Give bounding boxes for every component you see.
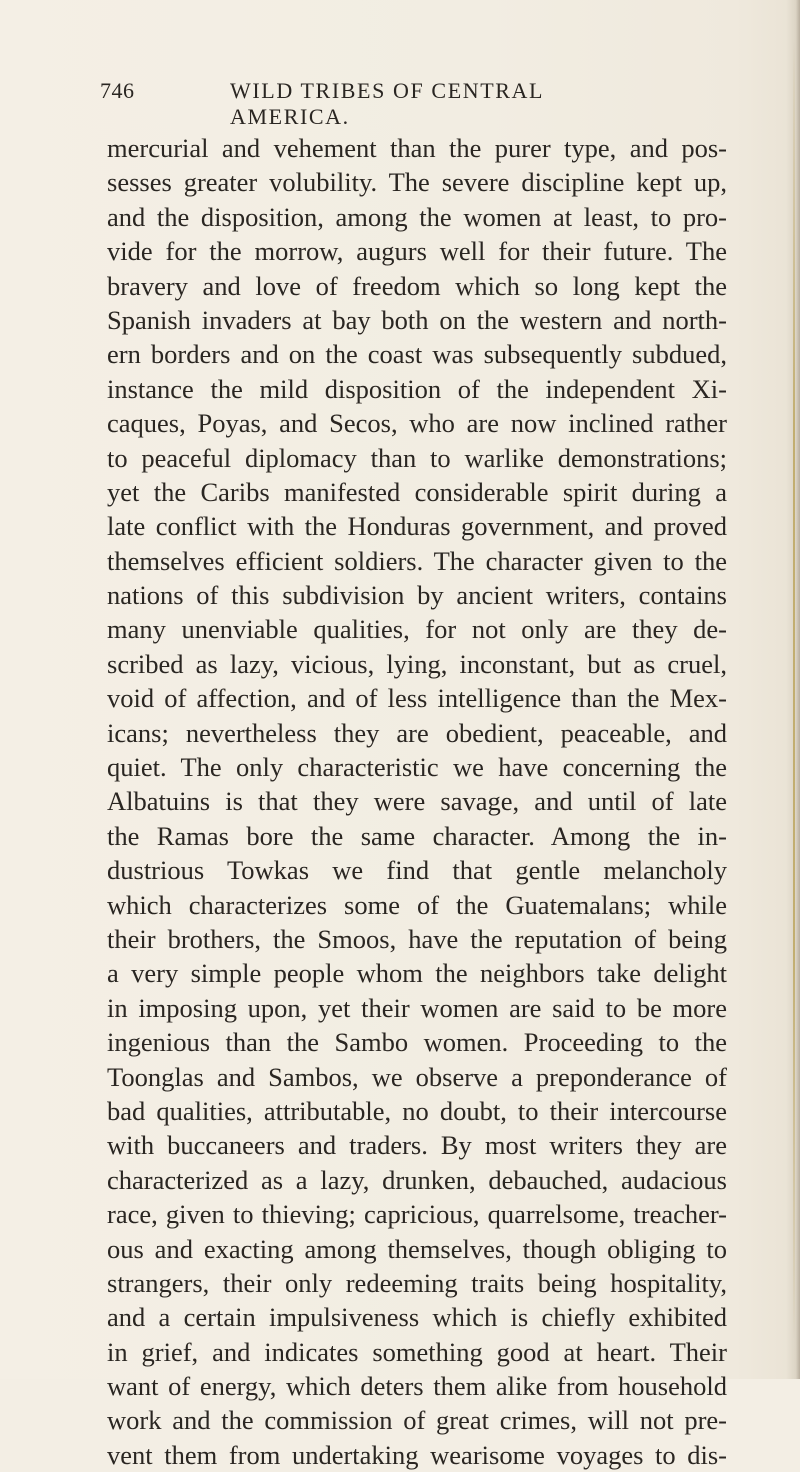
text-line: dustrious Towkas we find that gentle melancholy xyxy=(107,855,727,886)
text-line: and the disposition, among the women at least, to pro- xyxy=(107,201,727,232)
text-line: want of energy, which deters them alike from household xyxy=(107,1371,727,1402)
text-line: their brothers, the Smoos, have the reputation of being xyxy=(107,923,727,954)
text-line: which characterizes some of the Guatemalans; while xyxy=(107,889,727,920)
text-line: in imposing upon, yet their women are said to be more xyxy=(107,992,727,1023)
text-line: ous and exacting among themselves, though obliging to xyxy=(107,1233,727,1264)
text-line: bad qualities, attributable, no doubt, to their intercourse xyxy=(107,1095,727,1126)
text-line: with buccaneers and traders. By most writers they are xyxy=(107,1130,727,1161)
text-line: late conflict with the Honduras government, and proved xyxy=(107,511,727,542)
text-line: and a certain impulsiveness which is chiefly exhibited xyxy=(107,1302,727,1333)
text-line: caques, Poyas, and Secos, who are now inclined rather xyxy=(107,408,727,439)
text-line: scribed as lazy, vicious, lying, inconstant, but as cruel, xyxy=(107,648,727,679)
page-edge-gilt xyxy=(793,40,795,1340)
text-line: bravery and love of freedom which so long kept the xyxy=(107,270,727,301)
text-line: vide for the morrow, augurs well for their future. The xyxy=(107,236,727,267)
text-line: quiet. The only characteristic we have concerning the xyxy=(107,752,727,783)
text-line: race, given to thieving; capricious, quarrelsome, treacher- xyxy=(107,1199,727,1230)
text-line: strangers, their only redeeming traits being hospitality, xyxy=(107,1267,727,1298)
running-title: WILD TRIBES OF CENTRAL AMERICA. xyxy=(230,78,544,129)
text-line: nations of this subdivision by ancient writers, contains xyxy=(107,580,727,611)
text-line: vent them from undertaking wearisome voyages to dis- xyxy=(107,1439,727,1470)
text-line: icans; nevertheless they are obedient, peaceable, and xyxy=(107,717,727,748)
text-line: to peaceful diplomacy than to warlike demonstrations; xyxy=(107,442,727,473)
text-line: ern borders and on the coast was subsequently subdued, xyxy=(107,339,727,370)
text-line: Spanish invaders at bay both on the western and north- xyxy=(107,304,727,335)
text-line: instance the mild disposition of the independent Xi- xyxy=(107,373,727,404)
text-line: a very simple people whom the neighbors take delight xyxy=(107,958,727,989)
text-line: void of affection, and of less intelligence than the Mex- xyxy=(107,683,727,714)
text-line: in grief, and indicates something good at heart. Their xyxy=(107,1336,727,1367)
text-line: Albatuins is that they were savage, and until of late xyxy=(107,786,727,817)
text-line: many unenviable qualities, for not only are they de- xyxy=(107,614,727,645)
text-line: sesses greater volubility. The severe discipline kept up, xyxy=(107,167,727,198)
text-line: the Ramas bore the same character. Among the in- xyxy=(107,820,727,851)
text-line: work and the commission of great crimes, will not pre- xyxy=(107,1405,727,1436)
body-text xyxy=(107,131,727,1472)
text-line: Toonglas and Sambos, we observe a preponderance of xyxy=(107,1061,727,1092)
text-line: yet the Caribs manifested considerable spirit during a xyxy=(107,476,727,507)
text-line: ingenious than the Sambo women. Proceeding to the xyxy=(107,1027,727,1058)
page-number: 746 xyxy=(100,78,135,103)
text-line: mercurial and vehement than the purer type, and pos- xyxy=(107,133,727,163)
text-line: characterized as a lazy, drunken, debauched, audacious xyxy=(107,1164,727,1195)
running-head xyxy=(100,78,660,129)
text-line: themselves efficient soldiers. The character given to the xyxy=(107,545,727,576)
